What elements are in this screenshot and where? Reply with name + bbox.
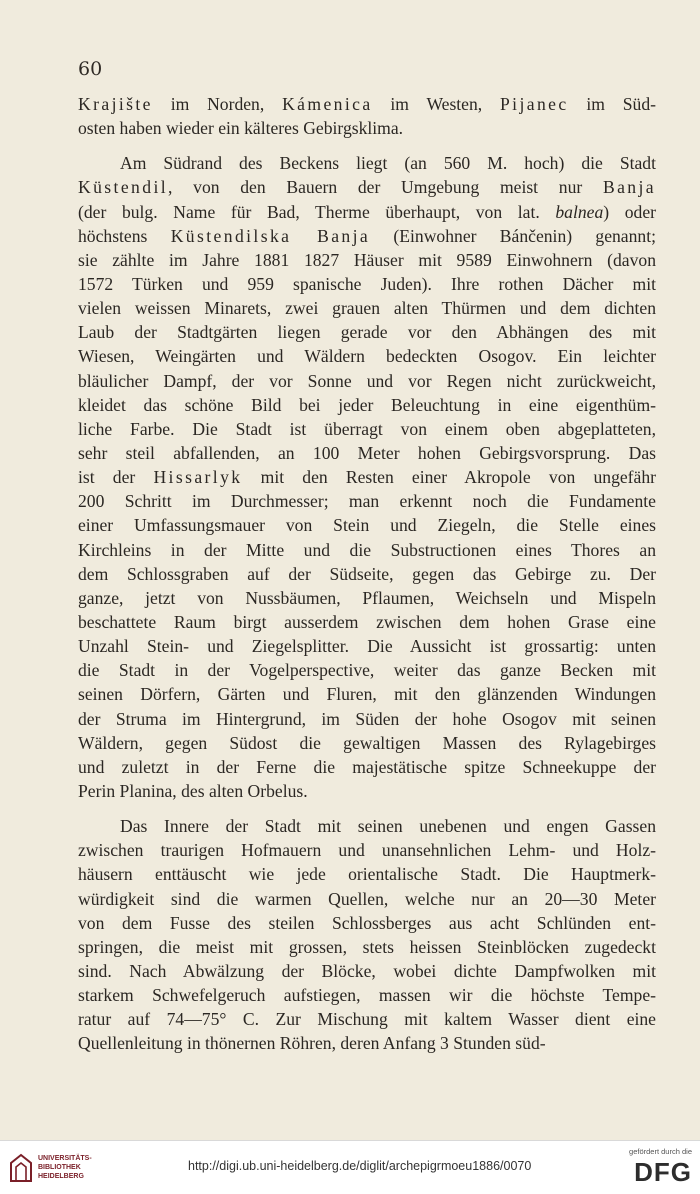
- text-run: höchstens: [78, 225, 171, 246]
- text-run: vielen weissen Minarets, zwei grauen alten Thürmen und dem dichten: [78, 298, 656, 319]
- paragraph: [78, 814, 656, 1055]
- text-line: [78, 248, 656, 272]
- text-run: würdigkeit sind die warmen Quellen, welche nur an 20—30 Meter: [78, 888, 656, 909]
- text-run: (der bulg. Name für Bad, Therme überhaupt, von lat.: [78, 201, 556, 222]
- text-run: Das Innere der Stadt mit seinen unebenen und engen Gassen: [120, 816, 656, 837]
- text-line: [78, 296, 656, 320]
- text-run: seinen Dörfern, Gärten und Fluren, mit den glänzenden Windungen: [78, 684, 656, 705]
- text-run: die Stadt in der Vogelperspective, weiter das ganze Becken mit: [78, 660, 656, 681]
- text-line: [78, 707, 656, 731]
- text-line: [78, 272, 656, 296]
- text-line: [78, 838, 656, 862]
- dfg-logo-text: DFG: [634, 1157, 692, 1187]
- text-line: [78, 92, 656, 116]
- text-run: mit den Resten einer Akropole von ungefähr: [242, 467, 656, 488]
- text-run: beschattete Raum birgt ausserdem zwischen dem hohen Grase eine: [78, 611, 656, 632]
- text-line: [78, 610, 656, 634]
- text-run: dem Schlossgraben auf der Südseite, gegen das Gebirge zu. Der: [78, 563, 656, 584]
- funder-logo[interactable]: [612, 1147, 692, 1191]
- text-line: [78, 320, 656, 344]
- text-line: [78, 935, 656, 959]
- text-run: bläulicher Dampf, der vor Sonne und vor Regen nicht zurückweicht,: [78, 370, 656, 391]
- library-line-3: HEIDELBERG: [38, 1173, 84, 1180]
- text-run: und zuletzt in der Ferne die majestätische spitze Schneekuppe der: [78, 756, 656, 777]
- paragraph-gap: [78, 803, 656, 814]
- text-line: [78, 779, 656, 803]
- text-line: [78, 441, 656, 465]
- text-run: Quellenleitung in thönernen Röhren, deren Anfang 3 Stunden süd-: [78, 1033, 546, 1054]
- text-line: [78, 887, 656, 911]
- paragraph: [78, 151, 656, 803]
- text-run: ) oder: [603, 201, 656, 222]
- text-run: im Süd-: [568, 94, 656, 114]
- text-run: (Einwohner Bánčenin) genannt;: [370, 225, 656, 246]
- text-line: [78, 465, 656, 489]
- text-line: [78, 369, 656, 393]
- text-line: [78, 682, 656, 706]
- spaced-name: Krajište: [78, 94, 153, 114]
- text-line: [78, 862, 656, 886]
- text-line: [78, 1007, 656, 1031]
- text-run: Wiesen, Weingärten und Wäldern bedeckten Osogov. Ein leichter: [78, 346, 656, 367]
- text-run: 200 Schritt im Durchmesser; man erkennt noch die Fundamente: [78, 491, 656, 512]
- text-run: Am Südrand des Beckens liegt (an 560 M. hoch) die Stadt: [120, 153, 656, 174]
- text-line: [78, 959, 656, 983]
- text-line: [78, 393, 656, 417]
- text-line: [78, 731, 656, 755]
- text-line: [78, 983, 656, 1007]
- spaced-name: Hissarlyk: [153, 467, 243, 488]
- text-line: [78, 200, 656, 224]
- text-run: Unzahl Stein- und Ziegelsplitter. Die Aussicht ist grossartig: unten: [78, 636, 656, 657]
- text-run: starkem Schwefelgeruch aufstiegen, massen wir die höchste Tempe-: [78, 985, 656, 1006]
- viewer-footer: [0, 1140, 700, 1194]
- text-run: ganze, jetzt von Nussbäumen, Pflaumen, Weichseln und Mispeln: [78, 587, 656, 608]
- text-line: [78, 175, 656, 199]
- text-line: [78, 1031, 656, 1055]
- text-line: [78, 634, 656, 658]
- spaced-name: Küstendilska Banja: [170, 225, 371, 246]
- spaced-name: Banja: [602, 177, 656, 198]
- text-run: liche Farbe. Die Stadt ist überragt von einem oben abgeplatteten,: [78, 418, 656, 439]
- text-run: Perin Planina, des alten Orbelus.: [78, 780, 308, 801]
- spaced-name: Küstendil: [78, 177, 169, 198]
- text-run: springen, die meist mit grossen, stets heissen Steinblöcken zugedeckt: [78, 936, 656, 957]
- text-run: ist der: [78, 467, 154, 488]
- text-line: [78, 344, 656, 368]
- spaced-name: Kámenica: [282, 94, 373, 114]
- text-run: sehr steil abfallenden, an 100 Meter hohen Gebirgsvorsprung. Das: [78, 442, 656, 463]
- text-line: [78, 586, 656, 610]
- text-run: Laub der Stadtgärten liegen gerade vor den Abhängen des mit: [78, 322, 656, 343]
- text-line: [78, 911, 656, 935]
- library-line-2: BIBLIOTHEK: [38, 1164, 81, 1171]
- text-line: [78, 224, 656, 248]
- text-run: kleidet das schöne Bild bei jeder Beleuchtung in eine eigenthüm-: [78, 394, 656, 415]
- text-line: [78, 513, 656, 537]
- library-name: [38, 1154, 92, 1181]
- text-run: von dem Fusse des steilen Schlossberges aus acht Schlünden ent-: [78, 912, 656, 933]
- spaced-name: Pijanec: [500, 94, 569, 114]
- text-line: [78, 151, 656, 175]
- text-run: Wäldern, gegen Südost die gewaltigen Massen des Rylagebirges: [78, 732, 656, 753]
- library-seal-icon: [8, 1153, 34, 1183]
- text-run: der Struma im Hintergrund, im Süden der hohe Osogov mit seinen: [78, 708, 656, 729]
- text-line: [78, 489, 656, 513]
- permalink-url[interactable]: http://digi.ub.uni-heidelberg.de/diglit/archepigrmoeu1886/0070: [188, 1159, 532, 1173]
- text-run: häusern enttäuscht wie jede orientalische Stadt. Die Hauptmerk-: [78, 864, 656, 885]
- library-logo[interactable]: [8, 1151, 104, 1187]
- funded-by-label: gefördert durch die: [629, 1147, 692, 1156]
- text-line: [78, 538, 656, 562]
- text-run: einer Umfassungsmauer von Stein und Ziegeln, die Stelle eines: [78, 515, 656, 536]
- body-text: [78, 92, 656, 1055]
- text-line: [78, 814, 656, 838]
- text-run: sie zählte im Jahre 1881 1827 Häuser mit 9589 Einwohnern (davon: [78, 249, 656, 270]
- text-line: [78, 417, 656, 441]
- text-line: [78, 116, 656, 140]
- text-line: [78, 562, 656, 586]
- text-run: , von den Bauern der Umgebung meist nur: [168, 177, 603, 198]
- text-run: sind. Nach Abwälzung der Blöcke, wobei dichte Dampfwolken mit: [78, 960, 656, 981]
- text-run: zwischen traurigen Hofmauern und unansehnlichen Lehm- und Holz-: [78, 840, 656, 861]
- paragraph: [78, 92, 656, 140]
- library-line-1: UNIVERSITÄTS-: [38, 1155, 92, 1162]
- text-line: [78, 658, 656, 682]
- text-run: im Westen,: [372, 94, 500, 114]
- text-run: Kirchleins in der Mitte und die Substructionen eines Thores an: [78, 539, 656, 560]
- italic-term: balnea: [555, 201, 604, 222]
- text-run: 1572 Türken und 959 spanische Juden). Ihre rothen Dächer mit: [78, 273, 656, 294]
- page-number: 60: [78, 58, 103, 80]
- text-run: osten haben wieder ein kälteres Gebirgsklima.: [78, 118, 404, 139]
- paragraph-gap: [78, 140, 656, 151]
- text-run: im Norden,: [152, 94, 283, 114]
- text-run: ratur auf 74—75° C. Zur Mischung mit kaltem Wasser dient eine: [78, 1009, 656, 1030]
- text-line: [78, 755, 656, 779]
